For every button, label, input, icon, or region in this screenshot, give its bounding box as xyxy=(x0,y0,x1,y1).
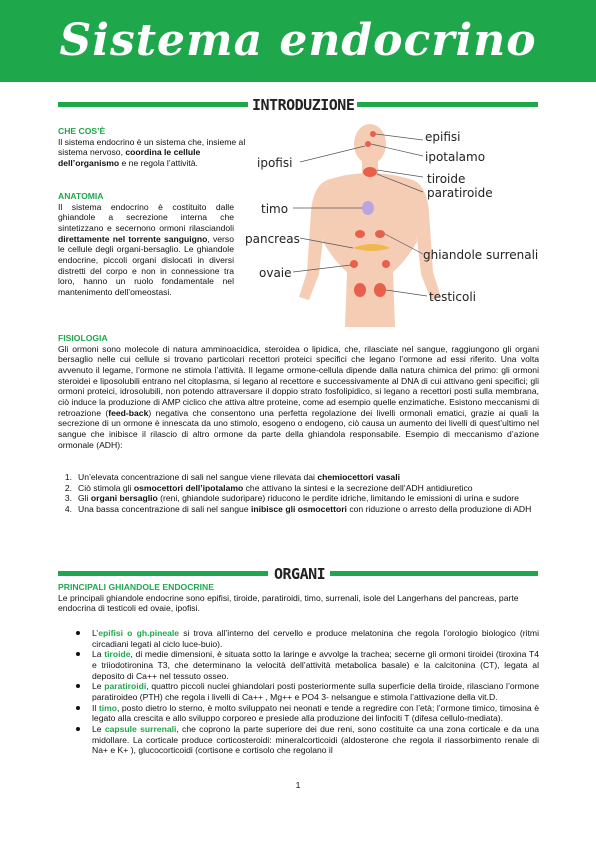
item-prefix: Le xyxy=(92,681,105,692)
step-text: Un’elevata concentrazione di sali nel sangue viene rilevata dai xyxy=(78,472,318,482)
anatomia-text-a: Il sistema endocrino è costituito dalle ghiandole a secrezione interna che sintetizzano e secernono ormoni rilasciandoli xyxy=(58,201,234,233)
section-bar-right xyxy=(330,571,538,576)
anatomia-text xyxy=(58,202,234,298)
step-bold: chemiocettori vasali xyxy=(317,472,400,482)
label-ipofisi: ipofisi xyxy=(257,156,293,170)
adh-steps-list xyxy=(58,472,539,515)
list-item xyxy=(72,649,539,681)
bullet-icon xyxy=(76,631,80,635)
endocrine-figure xyxy=(245,122,540,327)
cose-heading: CHE COS’È xyxy=(58,126,106,136)
item-prefix: Il xyxy=(92,702,99,713)
cose-text-c: e ne regola l’attività. xyxy=(119,157,198,168)
step-text: Gli xyxy=(78,493,91,504)
gland-name: timo xyxy=(98,702,117,713)
label-timo: timo xyxy=(261,202,289,216)
list-item xyxy=(58,504,539,515)
label-paratiroide: paratiroide xyxy=(427,186,493,200)
step-bold: osmocettori dell’ipotalamo xyxy=(133,482,244,493)
ghiandole-intro: Le principali ghiandole endocrine sono epifisi, tiroide, paratiroidi, timo, surrenali, isole del Langerhans del pancreas, parte endocrina di testicoli ed ovaie, ipofisi. xyxy=(58,592,519,614)
section-label: INTRODUZIONE xyxy=(249,96,357,115)
cose-block xyxy=(58,126,248,169)
fisiologia-text xyxy=(58,344,539,451)
step-text-end: con riduzione o arresto della produzione di ADH xyxy=(346,503,532,514)
gland-name: paratiroidi xyxy=(104,681,147,692)
label-pancreas: pancreas xyxy=(245,232,300,246)
gland-name: epifisi o gh.pineale xyxy=(98,628,180,638)
label-tiroide: tiroide xyxy=(427,172,466,186)
bullet-icon xyxy=(76,727,80,731)
ghiandole-heading: PRINCIPALI GHIANDOLE ENDOCRINE xyxy=(58,582,214,592)
step-text: Ciò stimola gli xyxy=(78,482,134,493)
ghiandole-block xyxy=(58,582,539,614)
label-ovaie: ovaie xyxy=(259,266,292,280)
item-text: si trova all’interno del cervello e produce melatonina che regola l’orologio biologico (ritmi circadiani legati al ciclo luce-buio). xyxy=(92,628,540,649)
anatomia-block xyxy=(58,191,234,298)
fisiologia-heading: FISIOLOGIA xyxy=(58,333,108,343)
section-header-organi xyxy=(58,565,538,583)
label-ipotalamo: ipotalamo xyxy=(425,150,486,164)
step-bold: organi bersaglio xyxy=(90,493,158,504)
section-label: ORGANI xyxy=(271,565,328,584)
step-number: 1. xyxy=(64,472,72,482)
bullet-icon xyxy=(76,684,80,688)
list-item xyxy=(58,493,539,504)
section-header-introduzione xyxy=(58,96,538,114)
cose-text-a: Il sistema endocrino è un sistema che, insieme al sistema nervoso, xyxy=(58,136,246,158)
list-item xyxy=(72,681,539,702)
item-prefix: Le xyxy=(92,723,105,734)
title-banner xyxy=(0,0,596,82)
item-text: , di medie dimensioni, è situata sotto la laringe e avvolge la trachea; secerne gli ormoni tiroidei (tiroxina T4 e triiodotironina T3, che determinano la velocità dell’attività metabolica basale) e la calcitonina (CT), legata al deposito di Ca++ nel tessuto osseo. xyxy=(92,649,539,681)
section-bar-left xyxy=(58,102,248,107)
section-bar-right xyxy=(348,102,538,107)
list-item xyxy=(58,483,539,494)
label-epifisi: epifisi xyxy=(425,130,461,144)
step-number: 3. xyxy=(64,493,72,504)
anatomia-text-c: , verso le cellule degli organi-bersaglio. Le ghiandole endocrine, piccoli organi dislocati in diversi distretti del corpo e non in connessione tra loro, hanno un ruolo fondamentale nel mantenimento dell’omeostasi. xyxy=(58,233,234,297)
fisiologia-block xyxy=(58,333,539,450)
step-text-end: che attivano la sintesi e la secrezione dell’ADH antidiuretico xyxy=(243,482,473,493)
fisiologia-text-a: Gli ormoni sono molecole di natura amminoacidica, steroidea o lipidica, che, rilasciate nel sangue, raggiungono gli organi bersaglio nelle cui cellule si trovano particolari recettori proteici specifici che legano l’ormone ad essi riferito. Una volta avvenuto il legame, l’ormone ne stimola l’attività. Il legame ormone-cellula dipende dalla natura chimica del primo: gli ormoni steroidei e liposolubili entrano nel citoplasma, si legano al recettore e successivamente al DNA di cui attivano geni specifici; gli ormoni proteici, idrosolubili, non potendo attraversare il doppio strato fosfolipidico, si legano a recettori posti sulla membrana, ciò induce la produzione di AMP ciclico che attiva altre proteine, come ad esempio quelle enzimatiche. Esistono meccanismi di retroazione ( xyxy=(58,343,539,418)
thymus-shape xyxy=(362,201,374,215)
bullet-icon xyxy=(76,706,80,710)
step-bold: inibisce gli osmocettori xyxy=(250,503,347,514)
step-number: 2. xyxy=(64,482,72,493)
step-text-end: (reni, ghiandole sudoripare) riducono le perdite idriche, limitando le emissioni di urina e sudore xyxy=(157,493,519,504)
body-illustration xyxy=(255,122,540,327)
item-text: , posto dietro lo sterno, è molto sviluppato nei neonati e tende a regredire con l’età; l’ormone timico, timosina è legato alla crescita e allo sviluppo corporeo e presiede alla produzione dei linfociti T (difesa cellulo-mediata). xyxy=(92,702,539,724)
list-item xyxy=(72,628,539,649)
item-prefix: La xyxy=(92,649,105,660)
step-text: Una bassa concentrazione di sali nel sangue xyxy=(78,503,251,514)
fisiologia-text-c: ) negativa che consentono una perfetta regolazione dei livelli ormonali ematici, grazie ai quali la secrezione di un ormone è innescata da uno stimolo, esogeno o endogeno, ciò causa un aumento dei livelli di quest’ultimo nel sangue che inibisce il rilascio di altro ormone da parte della ghiandola responsabile. Esempio di meccanismo d’azione ormonale (ADH): xyxy=(58,407,539,450)
cose-text-b: coordina le cellule dell’organismo xyxy=(58,147,201,168)
item-text: , quattro piccoli nuclei ghiandolari posti posteriormente sulla superficie della tiroide, rilasciano l’ormone paratiroideo (PTH) che regola i livelli di Ca++ , Mg++ e PO4 3- nelsangue e stimola l’attivazione della vit.D. xyxy=(92,681,539,702)
label-testicoli: testicoli xyxy=(429,290,476,304)
item-text: , che coprono la parte superiore dei due reni, sono costituite ca una zona corticale e da una midollare. La corticale produce corticosteroidi: mineralcorticoidi (aldosterone che regola il riassorbimento renale di Na+ e K+ ), glucocorticoidi (cortisone e cortisolo che regolano il xyxy=(92,723,540,756)
anatomia-heading: ANATOMIA xyxy=(58,191,104,201)
cose-text xyxy=(58,137,248,169)
item-prefix: L’ xyxy=(92,628,99,638)
page-title: Sistema endocrino xyxy=(59,15,537,66)
gland-name: capsule surrenali xyxy=(104,723,177,734)
page-number: 1 xyxy=(295,780,301,790)
glands-list xyxy=(72,628,539,756)
list-item xyxy=(72,724,539,756)
list-item xyxy=(58,472,539,483)
gland-name: tiroide xyxy=(104,649,131,660)
body-silhouette xyxy=(299,124,441,327)
bullet-icon xyxy=(76,652,80,656)
label-surrenali: ghiandole surrenali xyxy=(423,248,539,262)
section-bar-left xyxy=(58,571,268,576)
list-item xyxy=(72,703,539,724)
fisiologia-text-b: feed-back xyxy=(108,407,149,418)
step-number: 4. xyxy=(64,503,72,514)
anatomia-text-b: direttamente nel torrente sanguigno xyxy=(58,233,208,244)
